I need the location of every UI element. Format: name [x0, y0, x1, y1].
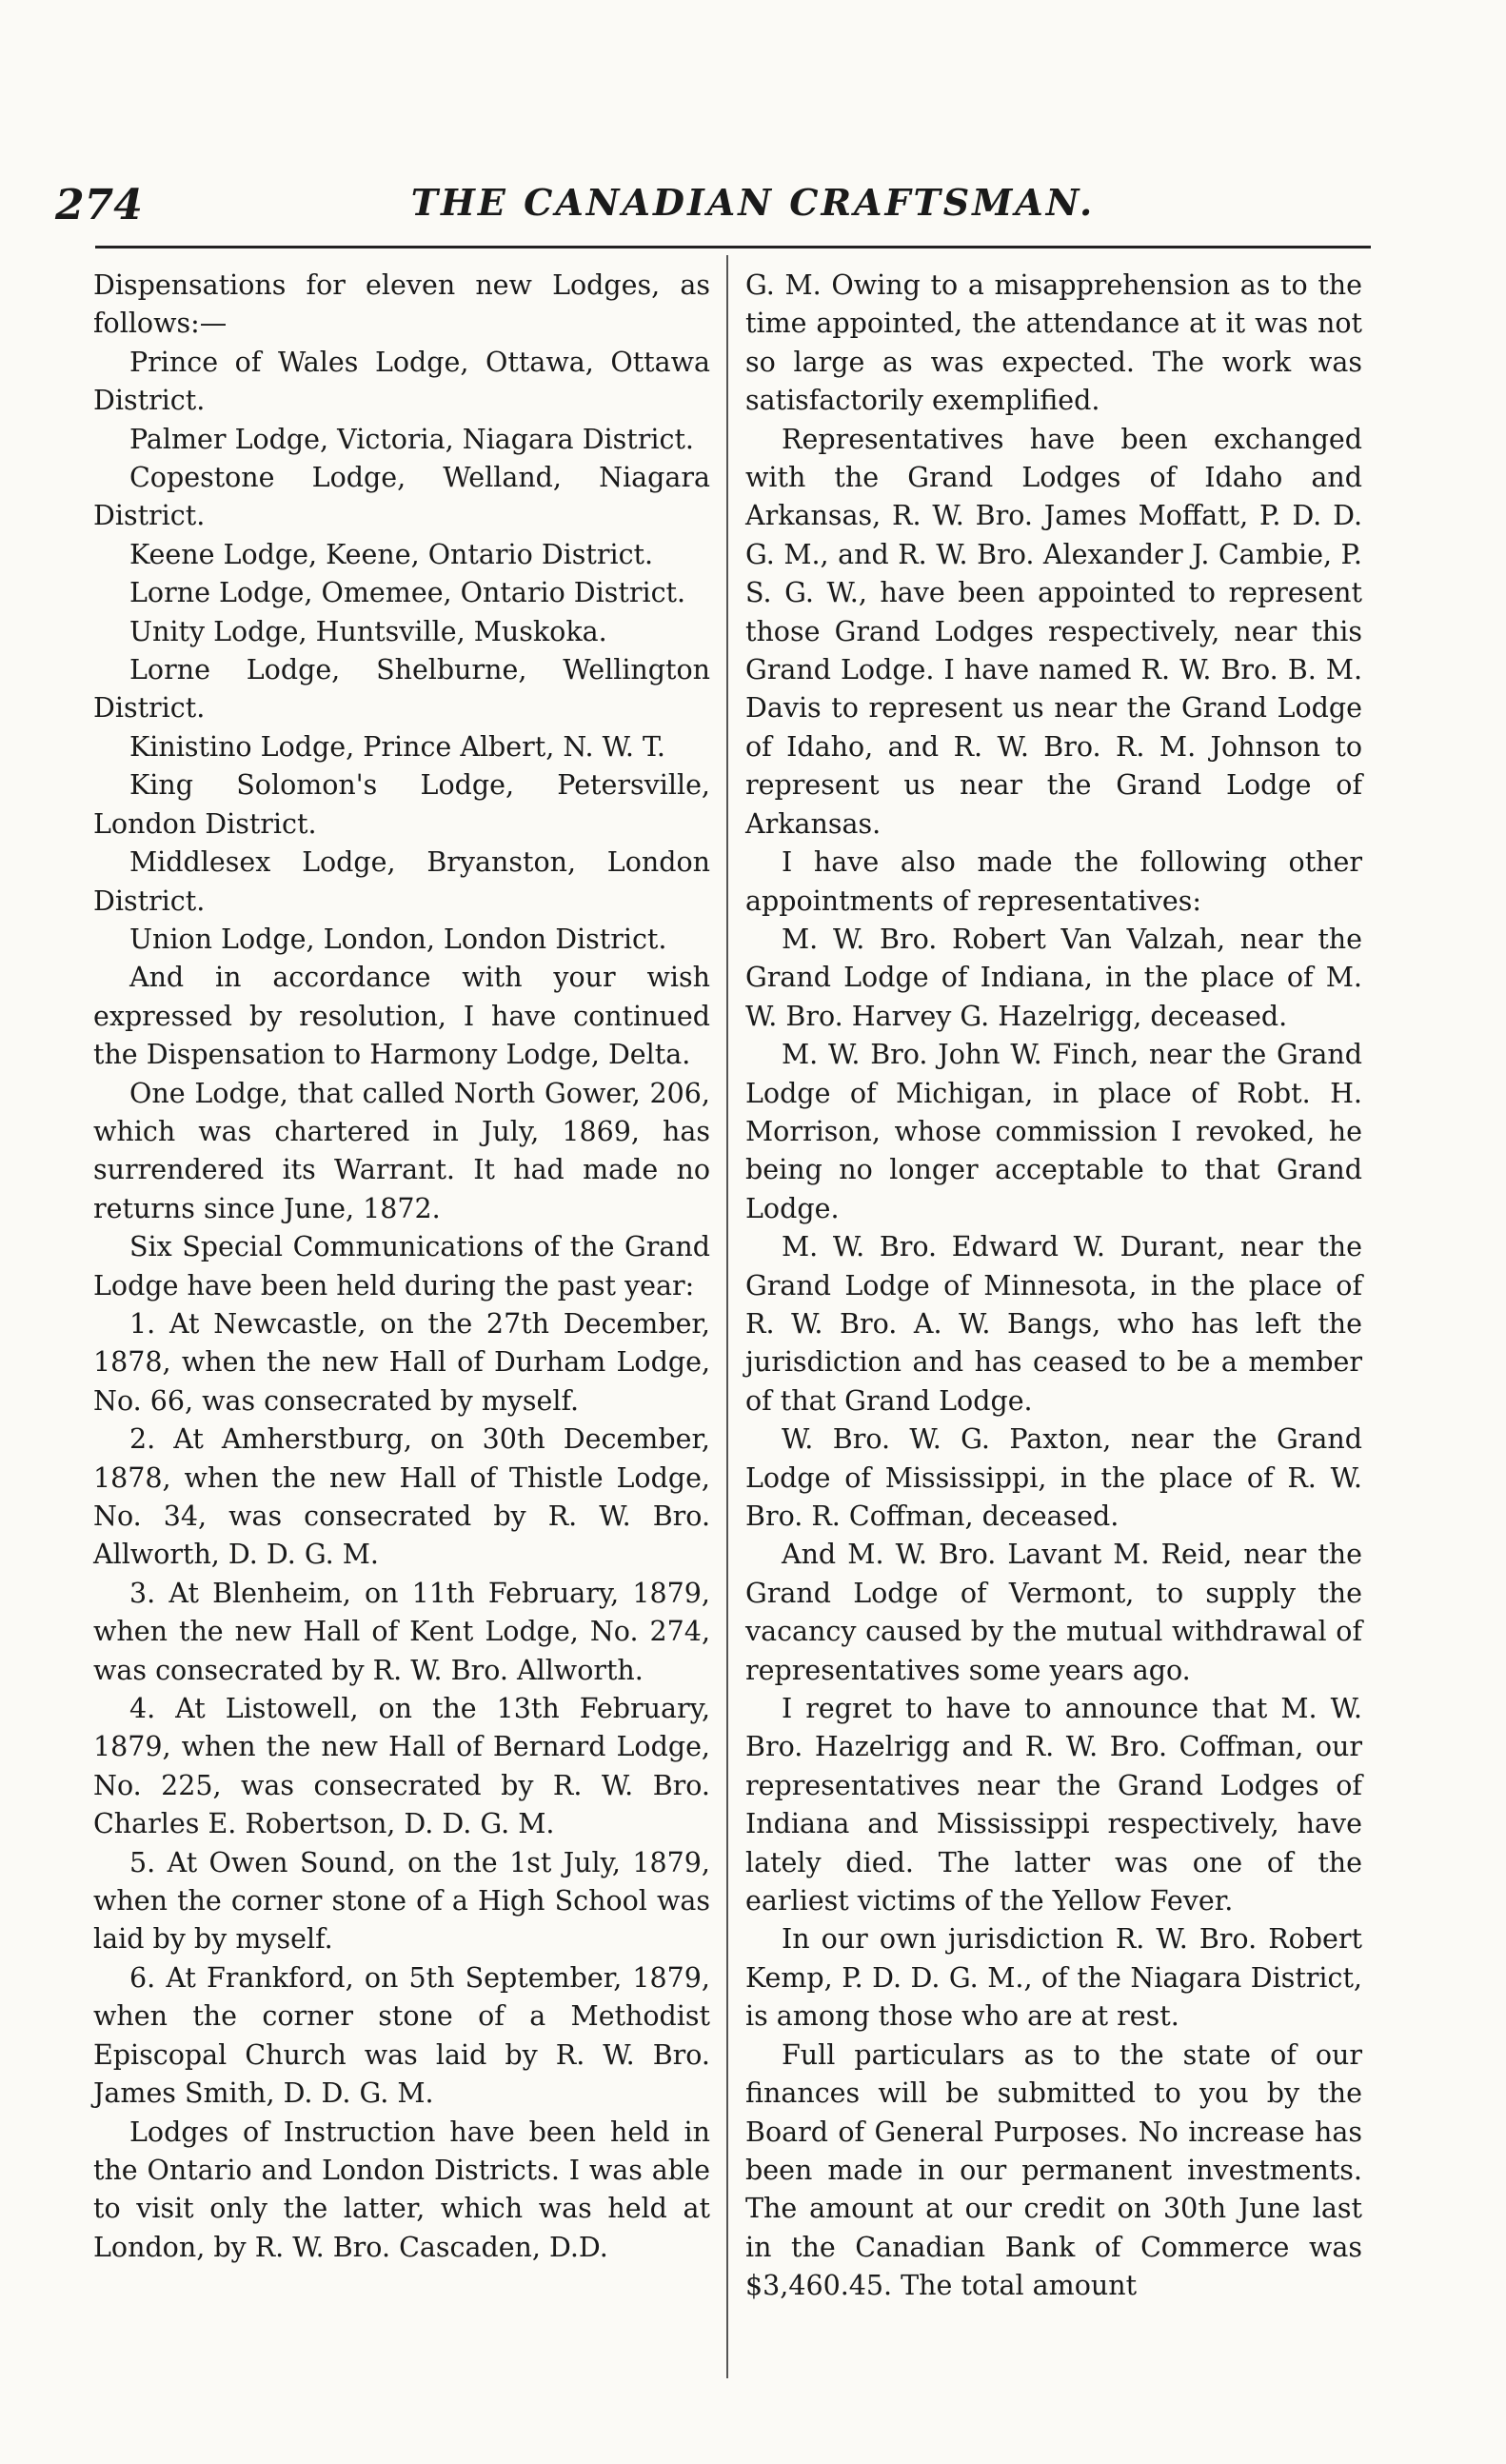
lodge-entry: Prince of Wales Lodge, Ottawa, Ottawa District. — [93, 346, 710, 417]
lodge-entry: Middlesex Lodge, Bryanston, London District. — [93, 846, 710, 917]
lodge-entry: Palmer Lodge, Victoria, Niagara District. — [129, 423, 694, 455]
appointment-item: W. Bro. W. G. Paxton, near the Grand Lodge of Mississippi, in the place of R. W. Bro. R. Coffman, deceased. — [745, 1423, 1362, 1532]
paragraph: G. M. Owing to a misapprehension as to the time appointed, the attendance at it was not so large as was expected. The work was satisfactorily exemplified. — [745, 269, 1362, 417]
lodge-entry: Keene Lodge, Keene, Ontario District. — [129, 538, 654, 570]
page-number: 274 — [55, 181, 143, 229]
lodge-entry: Lorne Lodge, Omemee, Ontario District. — [129, 577, 686, 609]
communication-item: 1. At Newcastle, on the 27th December, 1878, when the new Hall of Durham Lodge, No. 66, was consecrated by myself. — [93, 1307, 710, 1417]
appointment-item: M. W. Bro. John W. Finch, near the Grand Lodge of Michigan, in place of Robt. H. Morrison, whose commission I revoked, he being no longer acceptable to that Grand Lodge. — [745, 1039, 1362, 1224]
paragraph: Representatives have been exchanged with the Grand Lodges of Idaho and Arkansas, R. W. Bro. James Moffatt, P. D. D. G. M., and R. W. Bro. Alexander J. Cambie, P. S. G. W., have been appointed to represent those Grand Lodges respectively, near this Grand Lodge. I have named R. W. Bro. B. M. Davis to represent us near the Grand Lodge of Idaho, and R. W. Bro. R. M. Johnson to represent us near the Grand Lodge of Arkansas. — [745, 423, 1362, 840]
header-rule — [95, 246, 1371, 248]
lodge-entry: Union Lodge, London, London District. — [129, 923, 667, 955]
paragraph: And in accordance with your wish expressed by resolution, I have continued the Dispensation to Harmony Lodge, Delta. — [93, 962, 710, 1071]
column-divider — [726, 255, 728, 2378]
lodge-entry: Copestone Lodge, Welland, Niagara District. — [93, 462, 710, 532]
communication-item: 2. At Amherstburg, on 30th December, 1878, when the new Hall of Thistle Lodge, No. 34, was consecrated by R. W. Bro. Allworth, D. D. G. M. — [93, 1423, 710, 1571]
communication-item: 5. At Owen Sound, on the 1st July, 1879, when the corner stone of a High School was laid by by myself. — [93, 1846, 710, 1956]
communication-item: 6. At Frankford, on 5th September, 1879, when the corner stone of a Methodist Episcopal Church was laid by R. W. Bro. James Smith, D. D. G. M. — [93, 1961, 710, 2110]
lodge-entry: Lorne Lodge, Shelburne, Wellington District. — [93, 654, 710, 725]
paragraph: I regret to have to announce that M. W. Bro. Hazelrigg and R. W. Bro. Coffman, our representatives near the Grand Lodges of Indiana and Mississippi respectively, have lately died. The latter was one of the earliest victims of the Yellow Fever. — [745, 1693, 1362, 1918]
lodge-entry: Unity Lodge, Huntsville, Muskoka. — [129, 615, 607, 647]
right-column — [745, 267, 1362, 2306]
lodge-entry: Kinistino Lodge, Prince Albert, N. W. T. — [129, 730, 665, 763]
paragraph: In our own jurisdiction R. W. Bro. Robert Kemp, P. D. D. G. M., of the Niagara District, is among those who are at rest. — [745, 1923, 1362, 2033]
appointment-item: M. W. Bro. Robert Van Valzah, near the Grand Lodge of Indiana, in the place of M. W. Bro. Harvey G. Hazelrigg, deceased. — [745, 923, 1362, 1032]
paragraph: Lodges of Instruction have been held in the Ontario and London Districts. I was able to visit only the latter, which was held at London, by R. W. Bro. Cascaden, D.D. — [93, 2116, 710, 2263]
paragraph: One Lodge, that called North Gower, 206, which was chartered in July, 1869, has surrendered its Warrant. It had made no returns since June, 1872. — [93, 1077, 710, 1224]
communication-item: 3. At Blenheim, on 11th February, 1879, when the new Hall of Kent Lodge, No. 274, was consecrated by R. W. Bro. Allworth. — [93, 1577, 710, 1686]
paragraph: Full particulars as to the state of our finances will be submitted to you by the Board of General Purposes. No increase has been made in our permanent investments. The amount at our credit on 30th June last in the Canadian Bank of Commerce was $3,460.45. The total amount — [745, 2038, 1362, 2302]
left-column — [93, 267, 710, 2267]
appointment-item: And M. W. Bro. Lavant M. Reid, near the Grand Lodge of Vermont, to supply the vacancy caused by the mutual withdrawal of representatives some years ago. — [745, 1539, 1362, 1686]
paragraph: Six Special Communications of the Grand Lodge have been held during the past year: — [93, 1231, 710, 1302]
paragraph: I have also made the following other appointments of representatives: — [745, 846, 1362, 917]
appointment-item: M. W. Bro. Edward W. Durant, near the Grand Lodge of Minnesota, in the place of R. W. Bro. A. W. Bangs, who has left the jurisdiction and has ceased to be a member of that Grand Lodge. — [745, 1231, 1362, 1417]
lodge-entry: King Solomon's Lodge, Petersville, London District. — [93, 769, 710, 840]
running-title: THE CANADIAN CRAFTSMAN. — [410, 181, 1096, 224]
communication-item: 4. At Listowell, on the 13th February, 1879, when the new Hall of Bernard Lodge, No. 225, was consecrated by R. W. Bro. Charles E. Robertson, D. D. G. M. — [93, 1693, 710, 1840]
dispensations-intro: Dispensations for eleven new Lodges, as follows:— — [93, 269, 710, 340]
